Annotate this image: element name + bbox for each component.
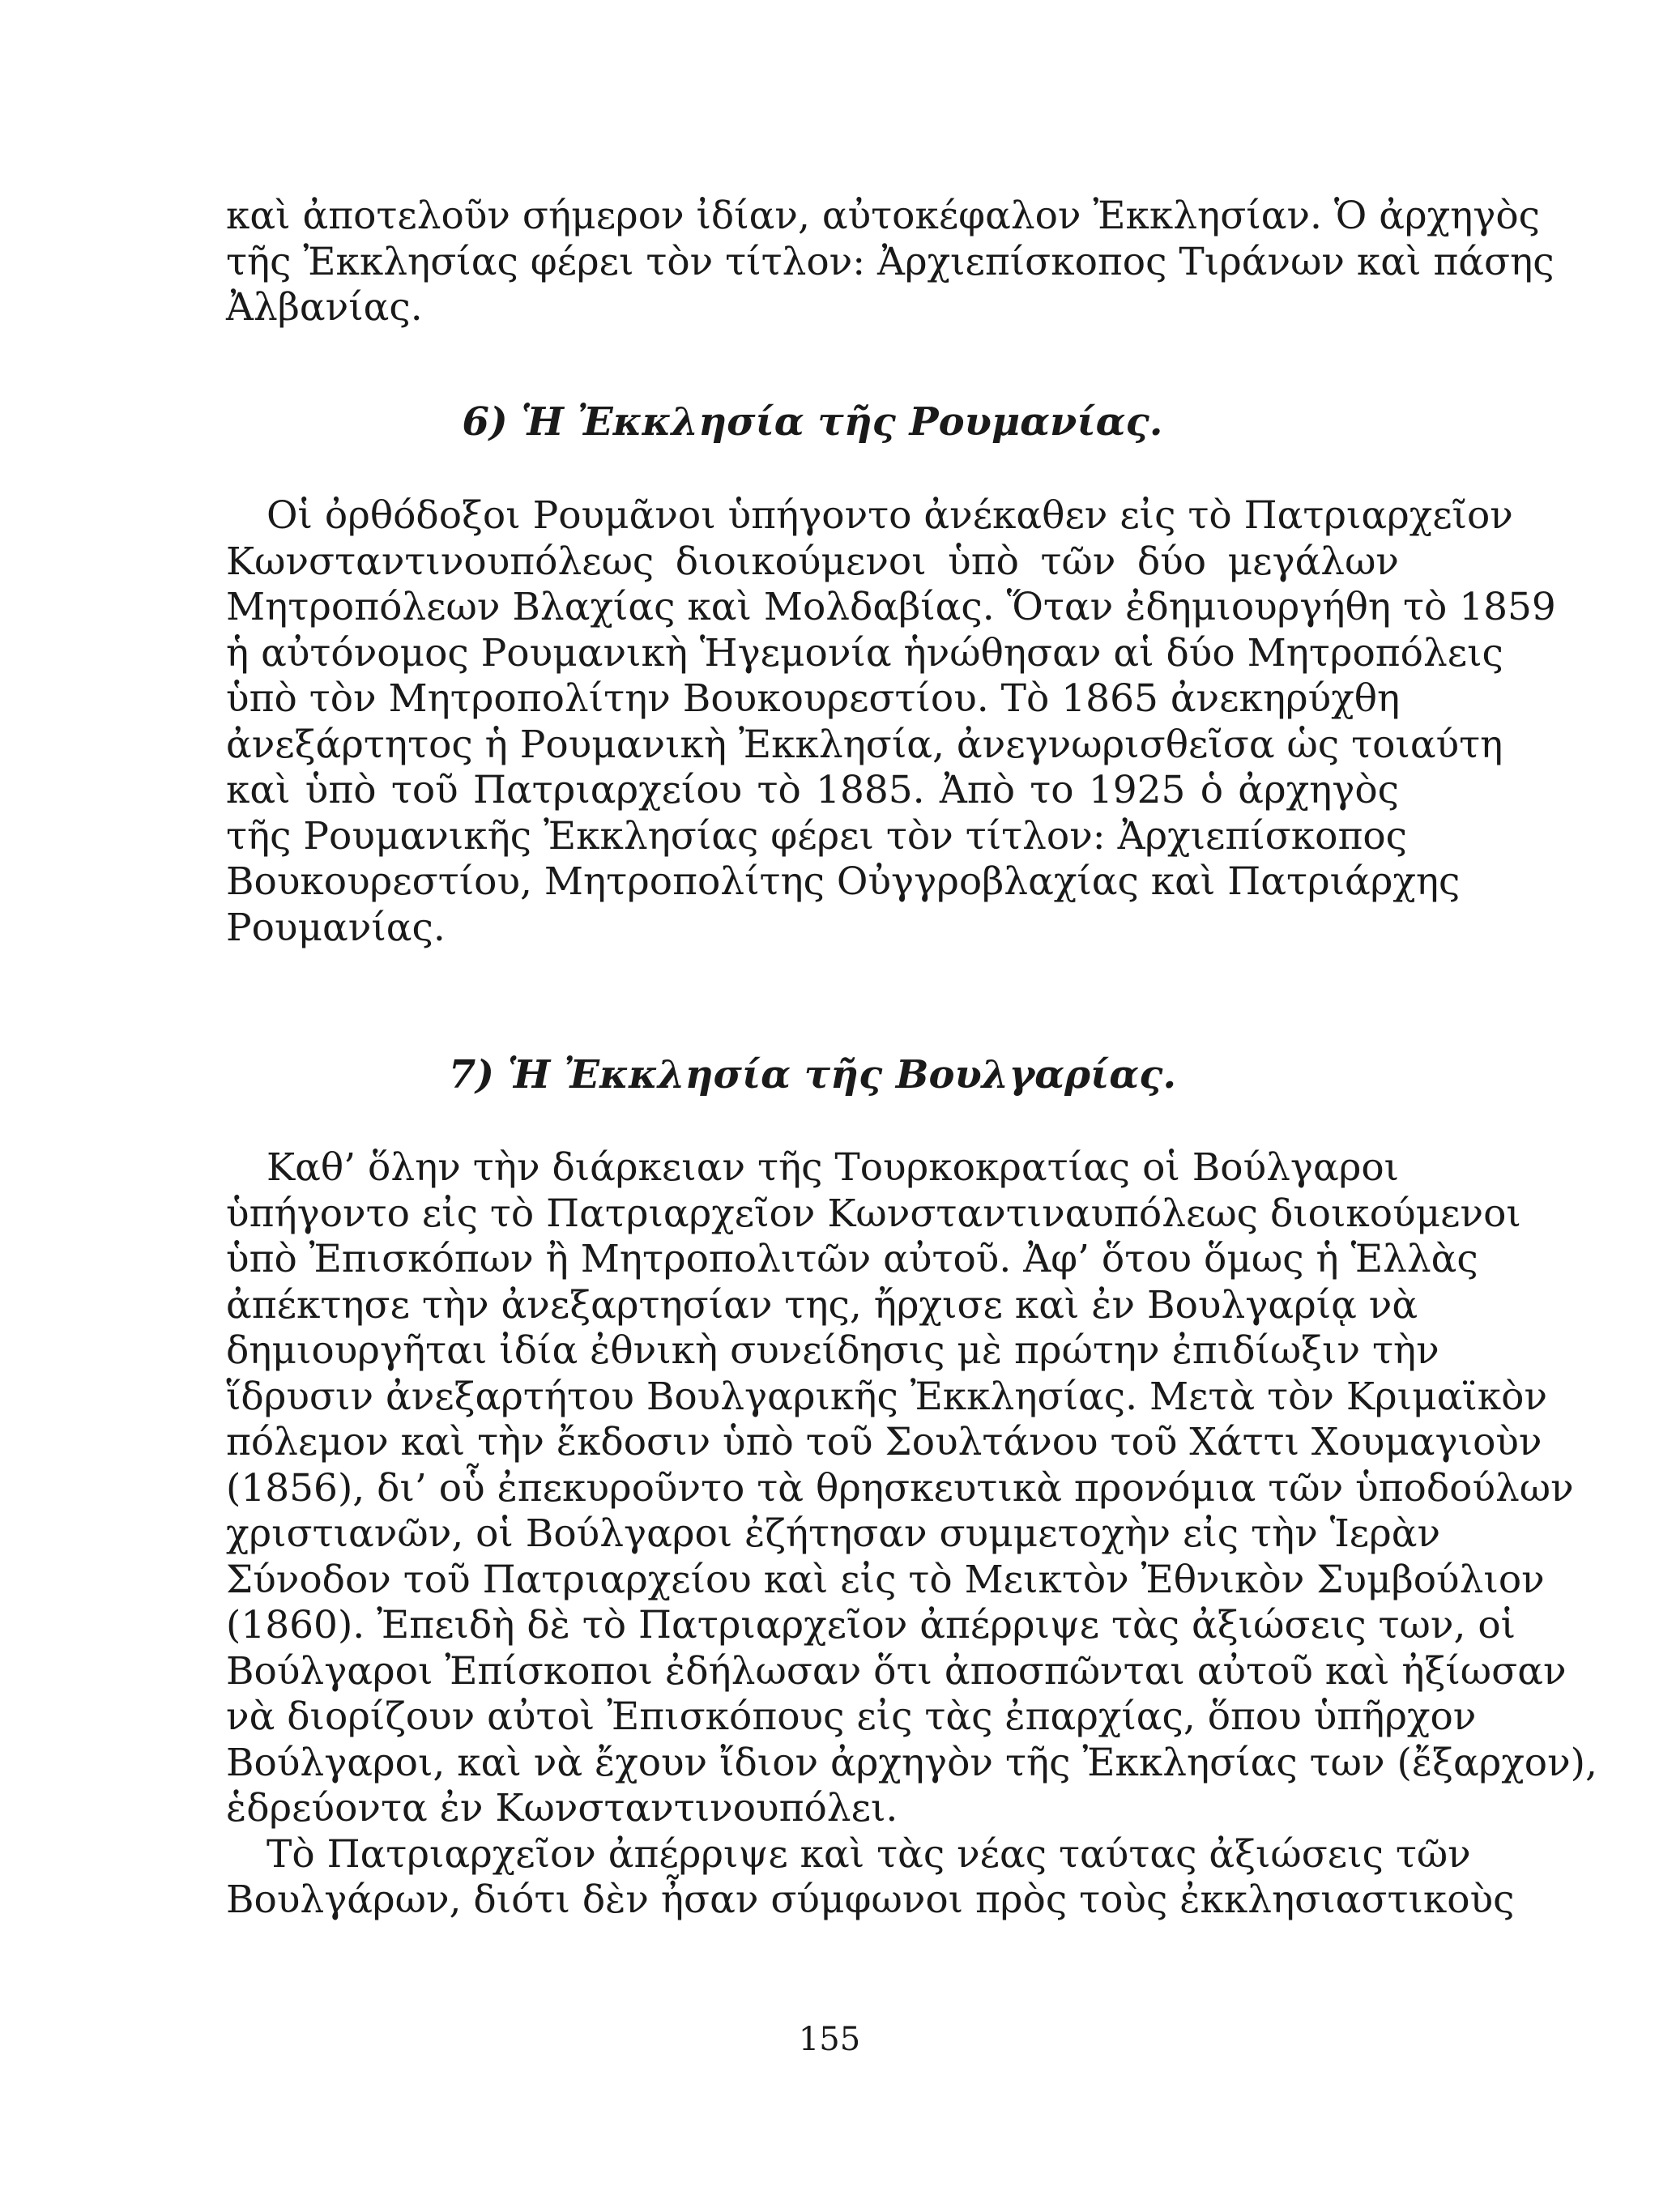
text-line: τῆς Ἐκκλησίας φέρει τὸν τίτλον: Ἀρχιεπίσκοπος Τιράνων καὶ πάσης bbox=[226, 239, 1555, 284]
text-line: Τὸ Πατριαρχεῖον ἀπέρριψε καὶ τὰς νέας ταύτας ἀξιώσεις τῶν bbox=[267, 1831, 1471, 1877]
text-line: ὑπὸ Ἐπισκόπων ἢ Μητροπολιτῶν αὐτοῦ. Ἀφ’ ὅτου ὅμως ἡ Ἑλλὰς bbox=[226, 1237, 1478, 1281]
text-line: χριστιανῶν, οἱ Βούλγαροι ἐζήτησαν συμμετοχὴν εἰς τὴν Ἱερὰν bbox=[226, 1511, 1441, 1556]
text-line: Ἀλβανίας. bbox=[226, 285, 423, 330]
text-line: ἵδρυσιν ἀνεξαρτήτου Βουλγαρικῆς Ἐκκλησίας. Μετὰ τὸν Κριμαϊκὸν bbox=[226, 1374, 1548, 1419]
text-line: ὑπὸ τὸν Μητροπολίτην Βουκουρεστίου. Τὸ 1865 ἀνεκηρύχθη bbox=[226, 676, 1401, 721]
text-line: (1860). Ἐπειδὴ δὲ τὸ Πατριαρχεῖον ἀπέρριψε τὰς ἀξιώσεις των, οἱ bbox=[226, 1603, 1516, 1647]
text-line: ἀπέκτησε τὴν ἀνεξαρτησίαν της, ἤρχισε καὶ ἐν Βουλγαρίᾳ νὰ bbox=[226, 1282, 1418, 1328]
text-line: Βούλγαροι, καὶ νὰ ἔχουν ἴδιον ἀρχηγὸν τῆς Ἐκκλησίας των (ἔξαρχον), bbox=[226, 1740, 1597, 1785]
romania-paragraph bbox=[226, 493, 1556, 951]
text-line: ἡ αὐτόνομος Ρουμανικὴ Ἡγεμονία ἡνώθησαν αἱ δύο Μητροπόλεις bbox=[226, 630, 1503, 676]
section-heading-bulgaria: 7) Ἡ Ἐκκλησία τῆς Βουλγαρίας. bbox=[448, 1052, 1177, 1097]
text-line: Μητροπόλεων Βλαχίας καὶ Μολδαβίας. Ὅταν ἐδημιουργήθη τὸ 1859 bbox=[226, 585, 1556, 629]
text-line: Βούλγαροι Ἐπίσκοποι ἐδήλωσαν ὅτι ἀποσπῶνται αὐτοῦ καὶ ἠξίωσαν bbox=[226, 1648, 1567, 1694]
page-number: 155 bbox=[798, 2021, 861, 2058]
section-heading-romania: 6) Ἡ Ἐκκλησία τῆς Ρουμανίας. bbox=[462, 399, 1163, 445]
text-line: Βουκουρεστίου, Μητροπολίτης Οὐγγροβλαχίας καὶ Πατριάρχης bbox=[226, 859, 1461, 904]
text-line: Καθ’ ὅλην τὴν διάρκειαν τῆς Τουρκοκρατίας οἱ Βούλγαροι bbox=[267, 1145, 1400, 1190]
text-line: (1856), δι’ οὗ ἐπεκυροῦντο τὰ θρησκευτικὰ προνόμια τῶν ὑποδούλων bbox=[226, 1465, 1574, 1511]
text-line: πόλεμον καὶ τὴν ἔκδοσιν ὑπὸ τοῦ Σουλτάνου τοῦ Χάττι Χουμαγιοὺν bbox=[226, 1420, 1542, 1464]
text-line: Βουλγάρων, διότι δὲν ἦσαν σύμφωνοι πρὸς τοὺς ἐκκλησιαστικοὺς bbox=[226, 1877, 1515, 1922]
text-line: καὶ ἀποτελοῦν σήμερον ἰδίαν, αὐτοκέφαλον Ἐκκλησίαν. Ὁ ἀρχηγὸς bbox=[226, 194, 1540, 238]
text-line: Κωνσταντινουπόλεως διοικούμενοι ὑπὸ τῶν δύο μεγάλων bbox=[226, 539, 1399, 584]
text-line: ἑδρεύοντα ἐν Κωνσταντινουπόλει. bbox=[226, 1786, 898, 1831]
intro-paragraph bbox=[226, 194, 1555, 331]
text-line: δημιουργῆται ἰδία ἐθνικὴ συνείδησις μὲ πρώτην ἐπιδίωξιν τὴν bbox=[226, 1328, 1439, 1373]
text-line: νὰ διορίζουν αὐτοὶ Ἐπισκόπους εἰς τὰς ἐπαρχίας, ὅπου ὑπῆρχον bbox=[226, 1694, 1477, 1739]
text-line: Σύνοδον τοῦ Πατριαρχείου καὶ εἰς τὸ Μεικτὸν Ἐθνικὸν Συμβούλιον bbox=[226, 1557, 1545, 1602]
text-line: Ρουμανίας. bbox=[226, 905, 446, 950]
text-line: τῆς Ρουμανικῆς Ἐκκλησίας φέρει τὸν τίτλον: Ἀρχιεπίσκοπος bbox=[226, 813, 1407, 859]
bulgaria-paragraph-1 bbox=[226, 1145, 1597, 1924]
text-line: καὶ ὑπὸ τοῦ Πατριαρχείου τὸ 1885. Ἀπὸ το 1925 ὁ ἀρχηγὸς bbox=[226, 768, 1399, 812]
text-line: Οἱ ὀρθόδοξοι Ρουμᾶνοι ὑπήγοντο ἀνέκαθεν εἰς τὸ Πατριαρχεῖον bbox=[267, 493, 1513, 538]
text-line: ἀνεξάρτητος ἡ Ρουμανικὴ Ἐκκλησία, ἀνεγνωρισθεῖσα ὡς τοιαύτη bbox=[226, 722, 1503, 767]
text-line: ὑπήγοντο εἰς τὸ Πατριαρχεῖον Κωνσταντιναυπόλεως διοικούμενοι bbox=[226, 1191, 1521, 1236]
